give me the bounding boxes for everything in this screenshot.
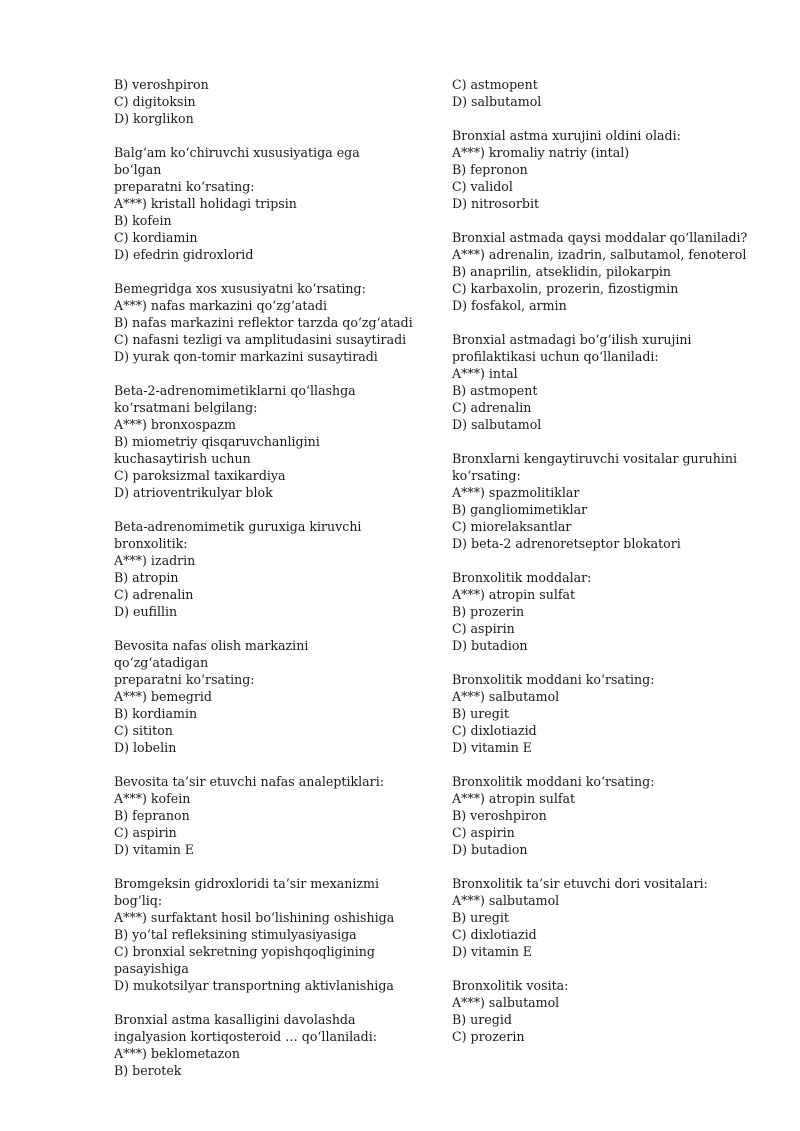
question-text: preparatni ko‘rsating: xyxy=(114,179,255,194)
question-text: Bronxolitik ta’sir etuvchi dori vositalari: xyxy=(452,876,708,891)
question-text: Beta-adrenomimetik guruxiga kiruvchi xyxy=(114,519,362,534)
answer-option: B) atropin xyxy=(114,570,179,585)
answer-option: D) butadion xyxy=(452,638,528,653)
question-text: ko‘rsatmani belgilang: xyxy=(114,400,258,415)
answer-option: D) korglikon xyxy=(114,111,194,126)
answer-option: C) paroksizmal taxikardiya xyxy=(114,468,286,483)
question-text: Balg‘am ko‘chiruvchi xususiyatiga ega bo‘lgan xyxy=(114,145,360,177)
answer-option: C) aspirin xyxy=(114,825,177,840)
answer-option: C) miorelaksantlar xyxy=(452,519,572,534)
answer-option: A***) salbutamol xyxy=(452,995,560,1010)
answer-option: D) yurak qon-tomir markazini susaytiradi xyxy=(114,349,378,364)
answer-option: B) nafas markazini reflektor tarzda qo‘zg‘atadi xyxy=(114,315,413,330)
question-text: profilaktikasi uchun qo‘llaniladi: xyxy=(452,349,659,364)
answer-option: B) prozerin xyxy=(452,604,525,619)
question-text: Bronxolitik moddalar: xyxy=(452,570,592,585)
answer-option: C) aspirin xyxy=(452,621,515,636)
answer-option: A***) atropin sulfat xyxy=(452,587,576,602)
answer-option: B) miometriy qisqaruvchanligini xyxy=(114,434,320,449)
answer-option: A***) salbutamol xyxy=(452,689,560,704)
question-block xyxy=(452,569,752,654)
answer-option: B) gangliomimetiklar xyxy=(452,502,588,517)
question-block xyxy=(452,773,752,858)
answer-option: B) uregid xyxy=(452,1012,512,1027)
question-text: Bronxolitik moddani ko‘rsating: xyxy=(452,672,655,687)
answer-option: A***) surfaktant hosil bo‘lishining oshishiga xyxy=(114,910,395,925)
question-text: Bronxlarni kengaytiruvchi vositalar guruhini xyxy=(452,451,738,466)
question-text: ko‘rsating: xyxy=(452,468,521,483)
question-text: bronxolitik: xyxy=(114,536,188,551)
question-text: ingalyasion kortiqosteroid … qo‘llaniladi: xyxy=(114,1029,377,1044)
answer-option: C) adrenalin xyxy=(452,400,532,415)
answer-option: A***) nafas markazini qo‘zg‘atadi xyxy=(114,298,328,313)
answer-option: D) salbutamol xyxy=(452,94,542,109)
answer-option: B) fepronon xyxy=(452,162,528,177)
answer-option: B) astmopent xyxy=(452,383,538,398)
question-text: Bevosita nafas olish markazini qo‘zg‘atadigan xyxy=(114,638,309,670)
question-text: bog‘liq: xyxy=(114,893,163,908)
question-block xyxy=(452,875,752,960)
answer-option: A***) bemegrid xyxy=(114,689,212,704)
answer-option: B) veroshpiron xyxy=(452,808,547,823)
question-block xyxy=(114,637,404,756)
answer-option: D) vitamin E xyxy=(452,944,533,959)
answer-option: A***) spazmolitiklar xyxy=(452,485,580,500)
answer-option: C) dixlotiazid xyxy=(452,927,537,942)
answer-option: C) nafasni tezligi va amplitudasini susaytiradi xyxy=(114,332,407,347)
answer-option: A***) izadrin xyxy=(114,553,196,568)
answer-option: C) dixlotiazid xyxy=(452,723,537,738)
answer-option: D) salbutamol xyxy=(452,417,542,432)
question-block xyxy=(452,229,752,314)
answer-option: D) eufillin xyxy=(114,604,178,619)
answer-option: C) prozerin xyxy=(452,1029,525,1044)
answer-option: C) astmopent xyxy=(452,77,538,92)
answer-option: A***) adrenalin, izadrin, salbutamol, fenoterol xyxy=(452,247,747,262)
answer-option: pasayishiga xyxy=(114,961,189,976)
answer-option: kuchasaytirish uchun xyxy=(114,451,251,466)
question-text: Bronxial astma kasalligini davolashda xyxy=(114,1012,356,1027)
answer-option: C) digitoksin xyxy=(114,94,196,109)
question-text: Bronxolitik vosita: xyxy=(452,978,569,993)
answer-option: B) fepranon xyxy=(114,808,190,823)
answer-option: C) kordiamin xyxy=(114,230,198,245)
answer-option: A***) atropin sulfat xyxy=(452,791,576,806)
answer-option: B) berotek xyxy=(114,1063,182,1078)
answer-option: B) uregit xyxy=(452,706,509,721)
answer-option: A***) kristall holidagi tripsin xyxy=(114,196,297,211)
question-block xyxy=(114,773,404,858)
answer-option: D) fosfakol, armin xyxy=(452,298,567,313)
question-block xyxy=(114,1011,404,1079)
answer-option: D) vitamin E xyxy=(114,842,195,857)
question-block xyxy=(452,977,752,1045)
question-text: Bemegridga xos xususiyatni ko‘rsating: xyxy=(114,281,366,296)
answer-option: A***) beklometazon xyxy=(114,1046,240,1061)
answer-option: A***) intal xyxy=(452,366,518,381)
answer-option: A***) kofein xyxy=(114,791,191,806)
right-column xyxy=(452,76,752,1062)
question-block xyxy=(452,127,752,212)
answer-option: B) kordiamin xyxy=(114,706,198,721)
question-text: preparatni ko‘rsating: xyxy=(114,672,255,687)
answer-option: D) mukotsilyar transportning aktivlanishiga xyxy=(114,978,394,993)
answer-option: B) veroshpiron xyxy=(114,77,209,92)
question-block xyxy=(452,331,752,433)
answer-option: C) sititon xyxy=(114,723,173,738)
answer-option: D) beta-2 adrenoretseptor blokatori xyxy=(452,536,681,551)
answer-option: B) anaprilin, atseklidin, pilokarpin xyxy=(452,264,672,279)
question-block xyxy=(114,144,404,263)
answer-option: C) validol xyxy=(452,179,513,194)
answer-option: B) uregit xyxy=(452,910,509,925)
left-column xyxy=(114,76,413,1096)
answer-option: A***) salbutamol xyxy=(452,893,560,908)
answer-option: D) nitrosorbit xyxy=(452,196,540,211)
question-block xyxy=(452,76,752,110)
answer-option: C) karbaxolin, prozerin, fizostigmin xyxy=(452,281,679,296)
question-text: Bronxial astmadagi bo‘g‘ilish xurujini xyxy=(452,332,692,347)
question-block xyxy=(114,518,404,620)
answer-option: C) bronxial sekretning yopishqoqligining xyxy=(114,944,375,959)
answer-option: B) yo‘tal refleksining stimulyasiyasiga xyxy=(114,927,357,942)
question-block xyxy=(452,671,752,756)
question-text: Bevosita ta’sir etuvchi nafas analeptiklari: xyxy=(114,774,384,789)
question-text: Bronxial astma xurujini oldini oladi: xyxy=(452,128,681,143)
answer-option: D) vitamin E xyxy=(452,740,533,755)
question-block xyxy=(114,76,404,127)
question-block xyxy=(114,875,404,994)
question-text: Bromgeksin gidroxloridi ta’sir mexanizmi xyxy=(114,876,379,891)
answer-option: C) adrenalin xyxy=(114,587,194,602)
question-text: Beta-2-adrenomimetiklarni qo‘llashga xyxy=(114,383,356,398)
answer-option: A***) bronxospazm xyxy=(114,417,236,432)
answer-option: A***) kromaliy natriy (intal) xyxy=(452,145,630,160)
answer-option: D) atrioventrikulyar blok xyxy=(114,485,273,500)
answer-option: B) kofein xyxy=(114,213,172,228)
answer-option: C) aspirin xyxy=(452,825,515,840)
question-block xyxy=(114,382,404,501)
question-block xyxy=(114,280,413,365)
answer-option: D) butadion xyxy=(452,842,528,857)
question-block xyxy=(452,450,752,552)
question-text: Bronxolitik moddani ko‘rsating: xyxy=(452,774,655,789)
answer-option: D) efedrin gidroxlorid xyxy=(114,247,254,262)
question-text: Bronxial astmada qaysi moddalar qo‘llaniladi? xyxy=(452,230,748,245)
answer-option: D) lobelin xyxy=(114,740,177,755)
